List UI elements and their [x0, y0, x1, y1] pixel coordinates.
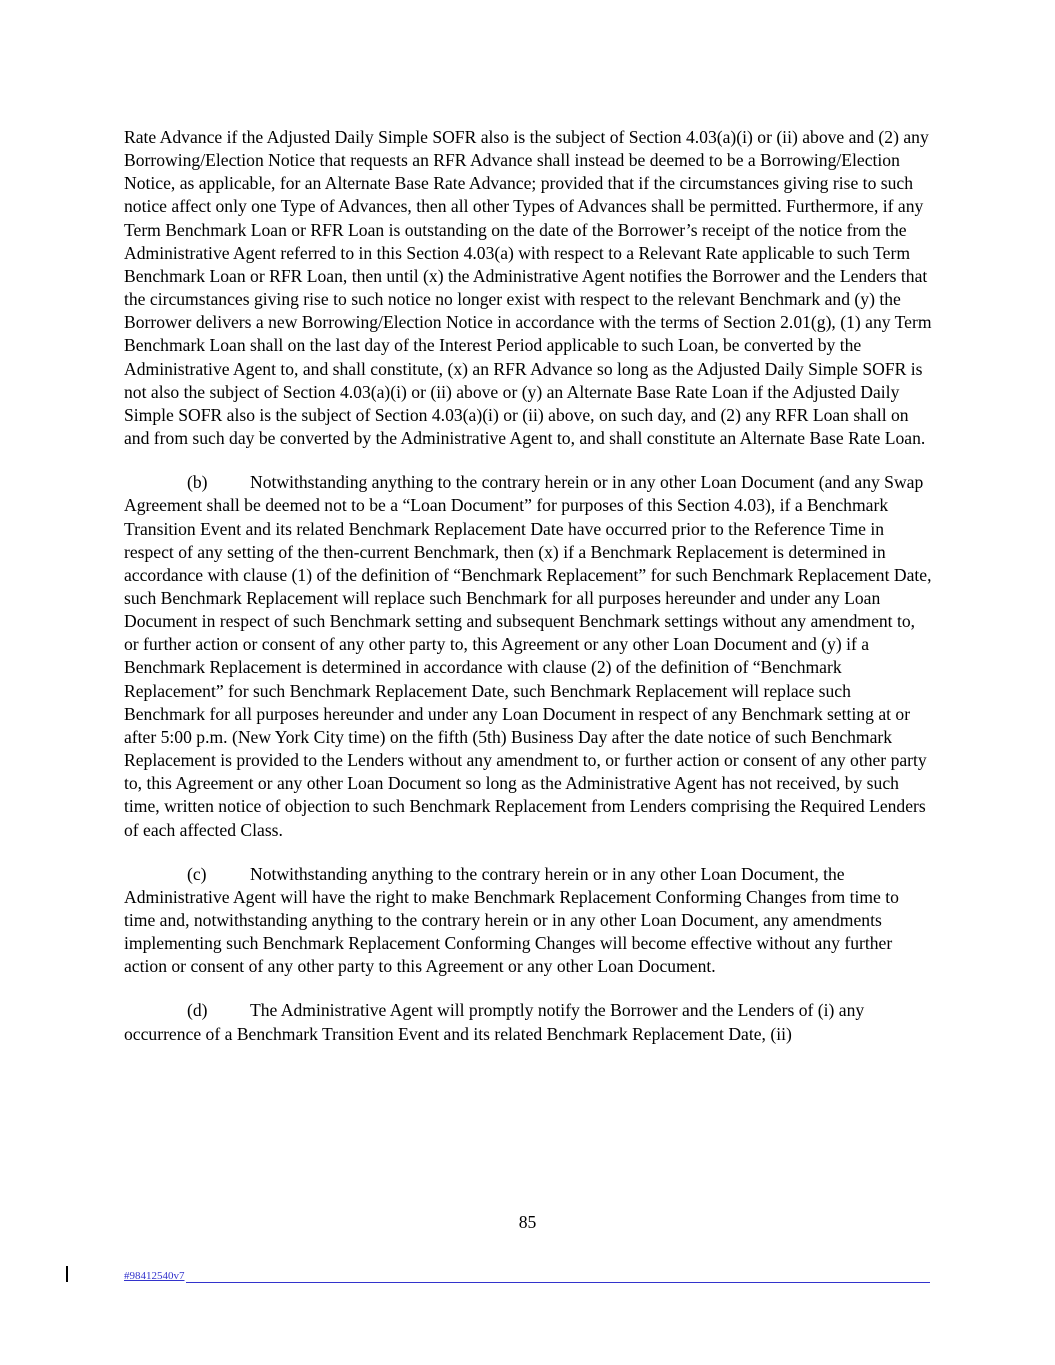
paragraph-c — [124, 863, 932, 979]
paragraph-d — [124, 999, 932, 1045]
paragraph-label: (d) — [187, 1000, 208, 1021]
paragraph-text: Notwithstanding anything to the contrary herein or in any other Loan Document, the Administrative Agent will have the right to make Benchmark Replacement Conforming Changes from time to time and, notwithstanding anything to the contrary herein or in any other Loan Document, any amendments implementing such Benchmark Replacement Conforming Changes will become effective without any further action or consent of any other party to this Agreement or any other Loan Document. — [124, 863, 899, 977]
revision-change-bar — [66, 1266, 68, 1282]
paragraph-text: Notwithstanding anything to the contrary herein or in any other Loan Document (and any Swap Agreement shall be deemed not to be a “Loan Document” for purposes of this Section 4.03), if a Benchmark Transition Event and its related Benchmark Replacement Date have occurred prior to the Reference Time in respect of any setting of the then-current Benchmark, then (x) if a Benchmark Replacement is determined in accordance with clause (1) of the definition of “Benchmark Replacement” for such Benchmark Replacement Date, such Benchmark Replacement will replace such Benchmark for all purposes hereunder and under any Loan Document in respect of such Benchmark setting and subsequent Benchmark settings without any amendment to, or further action or consent of any other party to, this Agreement or any other Loan Document and (y) if a Benchmark Replacement is determined in accordance with clause (2) of the definition of “Benchmark Replacement” for such Benchmark Replacement Date, such Benchmark Replacement will replace such Benchmark for all purposes hereunder and under any Loan Document in respect of any Benchmark setting at or after 5:00 p.m. (New York City time) on the fifth (5th) Business Day after the date notice of such Benchmark Replacement is provided to the Lenders without any amendment to, or further action or consent of any other party to, this Agreement or any other Loan Document so long as the Administrative Agent has not received, by such time, written notice of objection to such Benchmark Replacement from Lenders comprising the Required Lenders of each affected Class. — [124, 472, 932, 840]
paragraph-label: (c) — [187, 863, 207, 884]
document-id: #98412540v7 — [124, 1270, 185, 1282]
paragraph-text: The Administrative Agent will promptly notify the Borrower and the Lenders of (i) any occurrence of a Benchmark Transition Event and its related Benchmark Replacement Date, (ii) — [124, 1000, 865, 1044]
footer-rule — [186, 1282, 930, 1283]
paragraph-text: Rate Advance if the Adjusted Daily Simple SOFR also is the subject of Section 4.03(a)(i) or (ii) above and (2) any Borrowing/Election Notice that requests an RFR Advance shall instead be deemed to be a Borrowing/Election Notice, as applicable, for an Alternate Base Rate Advance; provided that if the circumstances giving rise to such notice affect only one Type of Advances, then all other Types of Advances shall be permitted. Furthermore, if any Term Benchmark Loan or RFR Loan is outstanding on the date of the Borrower’s receipt of the notice from the Administrative Agent referred to in this Section 4.03(a) with respect to a Relevant Rate applicable to such Term Benchmark Loan or RFR Loan, then until (x) the Administrative Agent notifies the Borrower and the Lenders that the circumstances giving rise to such notice no longer exist with respect to the relevant Benchmark and (y) the Borrower delivers a new Borrowing/Election Notice in accordance with the terms of Section 2.01(g), (1) any Term Benchmark Loan shall on the last day of the Interest Period applicable to such Loan, be converted by the Administrative Agent to, and shall constitute, (x) an RFR Advance so long as the Adjusted Daily Simple SOFR is not also the subject of Section 4.03(a)(i) or (ii) above or (y) an Alternate Base Rate Loan if the Adjusted Daily Simple SOFR also is the subject of Section 4.03(a)(i) or (ii) above, on such day, and (2) any RFR Loan shall on and from such day be converted by the Administrative Agent to, and shall constitute an Alternate Base Rate Loan. — [124, 127, 932, 449]
paragraph-continued — [124, 126, 932, 450]
document-body — [124, 126, 932, 1067]
paragraph-label: (b) — [187, 472, 208, 493]
page-number: 85 — [518, 1212, 537, 1232]
paragraph-b — [124, 471, 932, 842]
